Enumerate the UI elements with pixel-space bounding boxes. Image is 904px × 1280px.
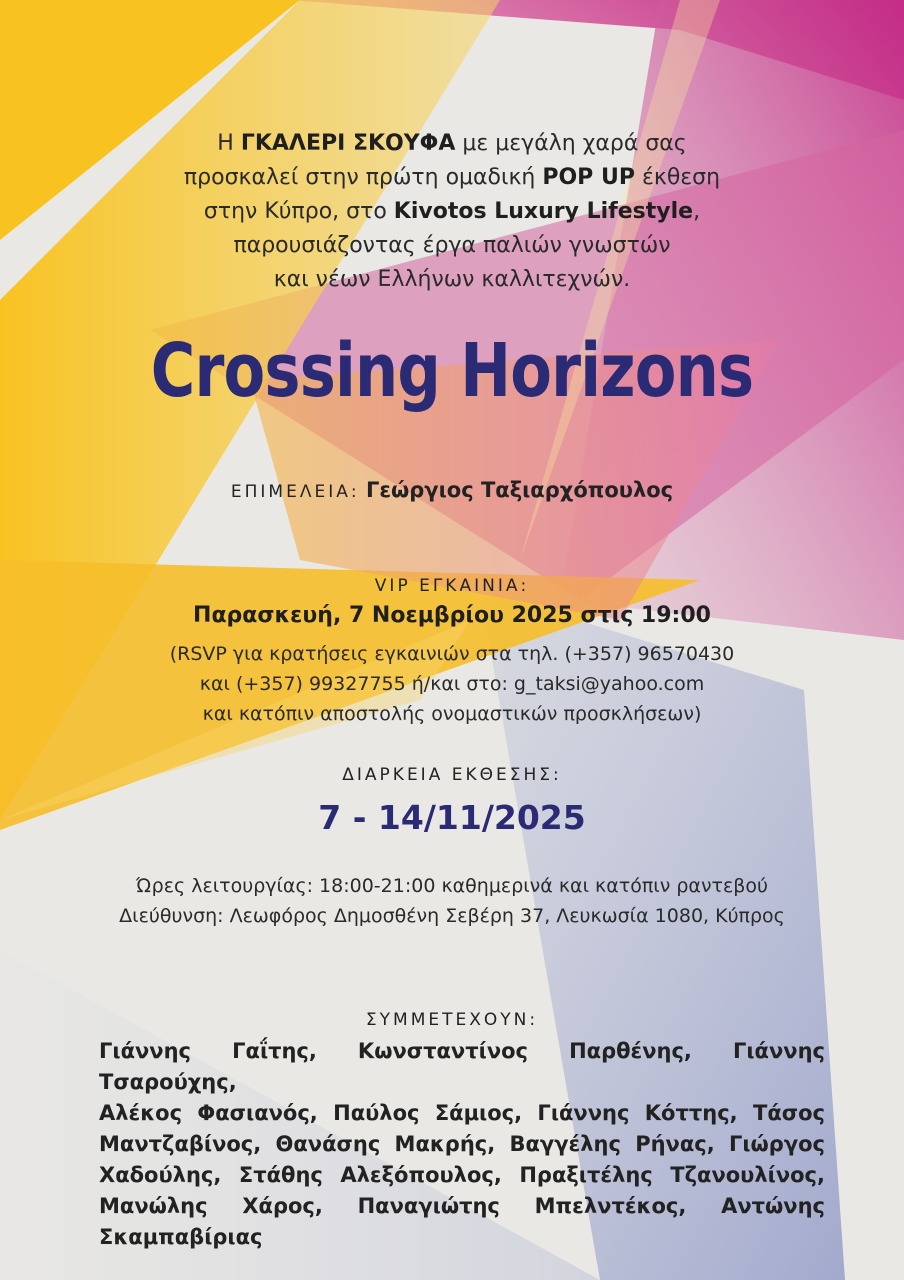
- intro-text-fragment: ,: [693, 199, 701, 224]
- curator-label: ΕΠΙΜΕΛΕΙΑ:: [230, 482, 360, 502]
- artists-list: [99, 1036, 825, 1253]
- artists-line: Γιάννης Γαΐτης, Κωνσταντίνος Παρθένης, Γιάννης Τσαρούχης,: [99, 1039, 825, 1094]
- venue-info: [60, 871, 844, 931]
- artists-line: Μανώλης Χάρος, Παναγιώτης Μπελντέκος, Αντώνης Σκαμπαβίριας: [99, 1194, 825, 1249]
- curator-line: [0, 478, 904, 502]
- opening-hours: Ώρες λειτουργίας: 18:00-21:00 καθημερινά και κατόπιν ραντεβού: [135, 875, 769, 897]
- intro-text: [120, 127, 784, 297]
- intro-text-fragment: έκθεση: [634, 165, 721, 190]
- venue-address: Διεύθυνση: Λεωφόρος Δημοσθένη Σεβέρη 37, Λευκωσία 1080, Κύπρος: [119, 905, 785, 927]
- vip-opening-label: VIP ΕΓΚΑΙΝΙΑ:: [374, 576, 530, 596]
- artists-line: Χαδούλης, Στάθης Αλεξόπουλος, Πραξιτέλης Τζανουλίνος,: [99, 1163, 825, 1187]
- artists-line: Αλέκος Φασιανός, Παύλος Σάμιος, Γιάννης Κόττης, Τάσος: [99, 1101, 825, 1125]
- exhibition-dates: 7 - 14/11/2025: [318, 798, 586, 837]
- rsvp-line: (RSVP για κρατήσεις εγκαινιών στα τηλ. (+357) 96570430: [169, 643, 735, 665]
- rsvp-details: [120, 639, 784, 729]
- vip-opening-date: Παρασκευή, 7 Νοεμβρίου 2025 στις 19:00: [193, 603, 711, 628]
- gallery-name: ΓΚΑΛΕΡΙ ΣΚΟΥΦΑ: [240, 131, 456, 156]
- popup-label: POP UP: [542, 165, 635, 190]
- rsvp-line: και (+357) 99327755 ή/και στο: g_taksi@yahoo.com: [199, 673, 705, 695]
- intro-text-fragment: στην Κύπρο, στο: [203, 199, 394, 224]
- participants-label: ΣΥΜΜΕΤΕΧΟΥΝ:: [365, 1010, 539, 1030]
- curator-name: Γεώργιος Ταξιαρχόπουλος: [365, 478, 674, 502]
- intro-text-fragment: Η: [217, 131, 241, 156]
- venue-name: Kivotos Luxury Lifestyle: [393, 199, 694, 224]
- artists-line: Μαντζαβίνος, Θανάσης Μακρής, Βαγγέλης Ρήνας, Γιώργος: [99, 1132, 825, 1156]
- intro-text-line: και νέων Ελλήνων καλλιτεχνών.: [273, 267, 631, 292]
- exhibition-title: Crossing Horizons: [150, 328, 754, 414]
- rsvp-line: και κατόπιν αποστολής ονομαστικών προσκλήσεων): [202, 703, 702, 725]
- intro-text-line: παρουσιάζοντας έργα παλιών γνωστών: [233, 233, 671, 258]
- intro-text-fragment: με μεγάλη χαρά σας: [455, 131, 687, 156]
- duration-label: ΔΙΑΡΚΕΙΑ ΕΚΘΕΣΗΣ:: [342, 765, 562, 785]
- intro-text-fragment: προσκαλεί στην πρώτη ομαδική: [183, 165, 543, 190]
